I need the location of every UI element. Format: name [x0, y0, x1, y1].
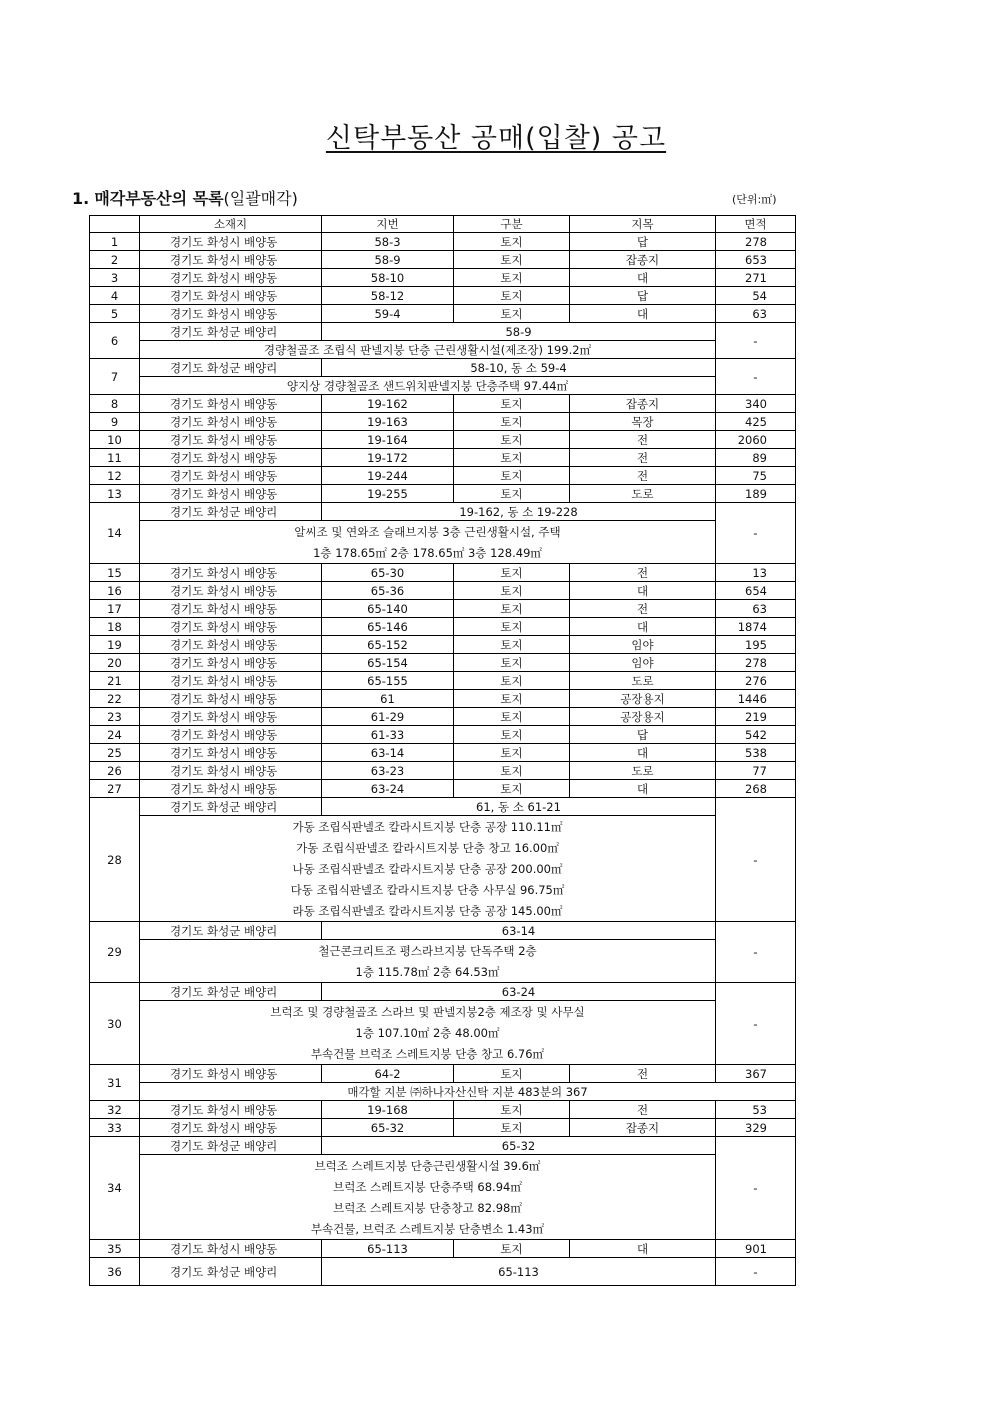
- lot-number-cell: 63-23: [322, 762, 454, 780]
- lot-number-cell: 65-152: [322, 636, 454, 654]
- kind-cell: 토지: [454, 1240, 570, 1258]
- row-number: 10: [90, 431, 140, 449]
- location-cell: 경기도 화성시 배양동: [140, 744, 322, 762]
- land-category-cell: 도로: [570, 672, 716, 690]
- header-cell-kind: 구분: [454, 216, 570, 233]
- location-cell: 경기도 화성시 배양동: [140, 413, 322, 431]
- lot-number-cell: 63-14: [322, 922, 716, 940]
- location-cell: 경기도 화성시 배양동: [140, 654, 322, 672]
- land-category-cell: 공장용지: [570, 690, 716, 708]
- land-category-cell: 임야: [570, 654, 716, 672]
- table-row: [90, 564, 796, 582]
- land-category-cell: 도로: [570, 762, 716, 780]
- area-cell: 276: [716, 672, 796, 690]
- table-row: [90, 762, 796, 780]
- lot-number-cell: 63-14: [322, 744, 454, 762]
- lot-number-cell: 61-29: [322, 708, 454, 726]
- lot-number-cell: 65-140: [322, 600, 454, 618]
- table-row-detail: [90, 341, 796, 359]
- building-description: 가동 조립식판넬조 칼라시트지붕 단층 창고 16.00㎡: [140, 837, 716, 858]
- lot-number-cell: 19-172: [322, 449, 454, 467]
- table-row: [90, 690, 796, 708]
- property-table: [89, 215, 796, 1286]
- kind-cell: 토지: [454, 726, 570, 744]
- kind-cell: 토지: [454, 287, 570, 305]
- lot-number-cell: 65-113: [322, 1258, 716, 1286]
- table-row: [90, 269, 796, 287]
- lot-number-cell: 19-255: [322, 485, 454, 503]
- table-row: [90, 359, 796, 377]
- area-cell: 77: [716, 762, 796, 780]
- table-row: [90, 1137, 796, 1155]
- location-cell: 경기도 화성시 배양동: [140, 1240, 322, 1258]
- land-category-cell: 전: [570, 600, 716, 618]
- area-cell: 268: [716, 780, 796, 798]
- kind-cell: 토지: [454, 564, 570, 582]
- area-cell: 89: [716, 449, 796, 467]
- kind-cell: 토지: [454, 600, 570, 618]
- area-cell: 189: [716, 485, 796, 503]
- row-number: 31: [90, 1065, 140, 1101]
- kind-cell: 토지: [454, 762, 570, 780]
- area-cell: 53: [716, 1101, 796, 1119]
- kind-cell: 토지: [454, 1119, 570, 1137]
- kind-cell: 토지: [454, 744, 570, 762]
- table-row: [90, 726, 796, 744]
- table-body: [90, 233, 796, 1286]
- header-cell-area: 면적: [716, 216, 796, 233]
- area-cell: 63: [716, 600, 796, 618]
- kind-cell: 토지: [454, 672, 570, 690]
- kind-cell: 토지: [454, 485, 570, 503]
- area-cell: 542: [716, 726, 796, 744]
- row-number: 30: [90, 983, 140, 1065]
- row-number: 35: [90, 1240, 140, 1258]
- lot-number-cell: 65-154: [322, 654, 454, 672]
- area-cell: 13: [716, 564, 796, 582]
- area-cell: 2060: [716, 431, 796, 449]
- area-cell: 278: [716, 654, 796, 672]
- table-row-detail: [90, 1043, 796, 1065]
- row-number: 18: [90, 618, 140, 636]
- location-cell: 경기도 화성시 배양동: [140, 564, 322, 582]
- location-cell: 경기도 화성시 배양동: [140, 395, 322, 413]
- lot-number-cell: 65-32: [322, 1137, 716, 1155]
- building-description: 가동 조립식판넬조 칼라시트지붕 단층 공장 110.11㎡: [140, 816, 716, 838]
- area-cell: 195: [716, 636, 796, 654]
- table-row: [90, 600, 796, 618]
- area-cell: 538: [716, 744, 796, 762]
- building-description: 브럭조 스레트지붕 단층창고 82.98㎡: [140, 1197, 716, 1218]
- area-cell: 271: [716, 269, 796, 287]
- location-cell: 경기도 화성군 배양리: [140, 359, 322, 377]
- building-description: 부속건물, 브럭조 스레트지붕 단층변소 1.43㎡: [140, 1218, 716, 1240]
- row-number: 15: [90, 564, 140, 582]
- lot-number-cell: 19-168: [322, 1101, 454, 1119]
- table-row-detail: [90, 1197, 796, 1218]
- building-description: 1층 115.78㎡ 2층 64.53㎡: [140, 961, 716, 983]
- location-cell: 경기도 화성시 배양동: [140, 672, 322, 690]
- area-cell: 1874: [716, 618, 796, 636]
- lot-number-cell: 64-2: [322, 1065, 454, 1083]
- table-row: [90, 1119, 796, 1137]
- location-cell: 경기도 화성시 배양동: [140, 618, 322, 636]
- kind-cell: 토지: [454, 251, 570, 269]
- table-row-detail: [90, 879, 796, 900]
- row-number: 7: [90, 359, 140, 395]
- table-row: [90, 1101, 796, 1119]
- building-description: 알씨조 및 연와조 슬래브지붕 3층 근린생활시설, 주택: [140, 521, 716, 543]
- area-cell: -: [716, 1258, 796, 1286]
- land-category-cell: 도로: [570, 485, 716, 503]
- row-number: 28: [90, 798, 140, 922]
- kind-cell: 토지: [454, 449, 570, 467]
- kind-cell: 토지: [454, 1065, 570, 1083]
- location-cell: 경기도 화성시 배양동: [140, 582, 322, 600]
- kind-cell: 토지: [454, 305, 570, 323]
- lot-number-cell: 65-113: [322, 1240, 454, 1258]
- section-heading: [72, 186, 298, 209]
- table-row: [90, 431, 796, 449]
- table-row: [90, 636, 796, 654]
- area-cell: -: [716, 798, 796, 922]
- table-row: [90, 413, 796, 431]
- land-category-cell: 대: [570, 582, 716, 600]
- area-cell: 63: [716, 305, 796, 323]
- unit-label: (단위:㎡): [732, 193, 777, 206]
- land-category-cell: 대: [570, 780, 716, 798]
- building-description: 경량철골조 조립식 판넬지붕 단층 근린생활시설(제조장) 199.2㎡: [140, 341, 716, 359]
- lot-number-cell: 58-9: [322, 323, 716, 341]
- area-cell: 329: [716, 1119, 796, 1137]
- kind-cell: 토지: [454, 654, 570, 672]
- building-description: 라동 조립식판넬조 칼라시트지붕 단층 공장 145.00㎡: [140, 900, 716, 922]
- row-number: 20: [90, 654, 140, 672]
- lot-number-cell: 65-146: [322, 618, 454, 636]
- area-cell: 901: [716, 1240, 796, 1258]
- land-category-cell: 잡종지: [570, 395, 716, 413]
- table-row: [90, 485, 796, 503]
- lot-number-cell: 58-12: [322, 287, 454, 305]
- table-row: [90, 708, 796, 726]
- row-number: 8: [90, 395, 140, 413]
- location-cell: 경기도 화성군 배양리: [140, 323, 322, 341]
- row-number: 9: [90, 413, 140, 431]
- building-description: 나동 조립식판넬조 칼라시트지붕 단층 공장 200.00㎡: [140, 858, 716, 879]
- table-row-detail: [90, 542, 796, 564]
- row-number: 23: [90, 708, 140, 726]
- row-number: 19: [90, 636, 140, 654]
- row-number: 12: [90, 467, 140, 485]
- row-number: 16: [90, 582, 140, 600]
- lot-number-cell: 19-164: [322, 431, 454, 449]
- land-category-cell: 잡종지: [570, 251, 716, 269]
- document-title-text: 신탁부동산 공매(입찰) 공고: [325, 123, 667, 154]
- row-number: 5: [90, 305, 140, 323]
- lot-number-cell: 61: [322, 690, 454, 708]
- table-row: [90, 1258, 796, 1286]
- header-cell-lot-number: 지번: [322, 216, 454, 233]
- section-number: 1.: [72, 189, 90, 208]
- area-cell: -: [716, 1137, 796, 1240]
- location-cell: 경기도 화성군 배양리: [140, 503, 322, 521]
- area-cell: 54: [716, 287, 796, 305]
- table-row-detail: [90, 1001, 796, 1023]
- table-row: [90, 798, 796, 816]
- area-cell: 367: [716, 1065, 796, 1083]
- header-cell-no: [90, 216, 140, 233]
- table-row: [90, 1065, 796, 1083]
- kind-cell: 토지: [454, 780, 570, 798]
- table-row-detail: [90, 900, 796, 922]
- table-row-detail: [90, 1176, 796, 1197]
- kind-cell: 토지: [454, 269, 570, 287]
- table-row: [90, 922, 796, 940]
- location-cell: 경기도 화성시 배양동: [140, 305, 322, 323]
- row-number: 14: [90, 503, 140, 564]
- area-cell: -: [716, 983, 796, 1065]
- lot-number-cell: 58-10: [322, 269, 454, 287]
- header-row: [90, 216, 796, 233]
- share-description: 매각할 지분 ㈜하나자산신탁 지분 483분의 367: [140, 1083, 796, 1101]
- row-number: 27: [90, 780, 140, 798]
- land-category-cell: 대: [570, 744, 716, 762]
- lot-number-cell: 19-244: [322, 467, 454, 485]
- header-cell-location: 소재지: [140, 216, 322, 233]
- row-number: 11: [90, 449, 140, 467]
- document-title: [0, 116, 992, 155]
- area-cell: -: [716, 359, 796, 395]
- table-row: [90, 449, 796, 467]
- building-description: 1층 107.10㎡ 2층 48.00㎡: [140, 1022, 716, 1043]
- location-cell: 경기도 화성군 배양리: [140, 922, 322, 940]
- building-description: 브럭조 및 경량철골조 스라브 및 판넬지붕2층 제조장 및 사무실: [140, 1001, 716, 1023]
- building-description: 철근콘크리트조 평스라브지붕 단독주택 2층: [140, 940, 716, 962]
- row-number: 34: [90, 1137, 140, 1240]
- table-row: [90, 503, 796, 521]
- table-row: [90, 287, 796, 305]
- header-cell-land-category: 지목: [570, 216, 716, 233]
- location-cell: 경기도 화성시 배양동: [140, 726, 322, 744]
- lot-number-cell: 58-10, 동 소 59-4: [322, 359, 716, 377]
- land-category-cell: 전: [570, 467, 716, 485]
- land-category-cell: 전: [570, 1065, 716, 1083]
- area-cell: 278: [716, 233, 796, 251]
- area-cell: 1446: [716, 690, 796, 708]
- kind-cell: 토지: [454, 395, 570, 413]
- table-row-detail: [90, 816, 796, 838]
- row-number: 32: [90, 1101, 140, 1119]
- table-row-detail: [90, 1218, 796, 1240]
- table-row: [90, 744, 796, 762]
- table-row-detail: [90, 961, 796, 983]
- land-category-cell: 답: [570, 287, 716, 305]
- row-number: 4: [90, 287, 140, 305]
- lot-number-cell: 65-32: [322, 1119, 454, 1137]
- area-cell: 425: [716, 413, 796, 431]
- building-description: 부속건물 브럭조 스레트지붕 단층 창고 6.76㎡: [140, 1043, 716, 1065]
- location-cell: 경기도 화성시 배양동: [140, 287, 322, 305]
- table-row: [90, 395, 796, 413]
- location-cell: 경기도 화성시 배양동: [140, 600, 322, 618]
- lot-number-cell: 19-162, 동 소 19-228: [322, 503, 716, 521]
- land-category-cell: 대: [570, 305, 716, 323]
- table-row: [90, 251, 796, 269]
- location-cell: 경기도 화성군 배양리: [140, 1258, 322, 1286]
- row-number: 33: [90, 1119, 140, 1137]
- lot-number-cell: 19-163: [322, 413, 454, 431]
- land-category-cell: 임야: [570, 636, 716, 654]
- table-row-detail: [90, 521, 796, 543]
- table-row: [90, 305, 796, 323]
- section-title: 매각부동산의 목록: [94, 189, 224, 208]
- table-row-detail: [90, 837, 796, 858]
- location-cell: 경기도 화성시 배양동: [140, 431, 322, 449]
- land-category-cell: 대: [570, 269, 716, 287]
- location-cell: 경기도 화성시 배양동: [140, 449, 322, 467]
- row-number: 36: [90, 1258, 140, 1286]
- row-number: 2: [90, 251, 140, 269]
- section-subtitle: (일괄매각): [223, 189, 298, 208]
- land-category-cell: 답: [570, 726, 716, 744]
- kind-cell: 토지: [454, 413, 570, 431]
- location-cell: 경기도 화성시 배양동: [140, 251, 322, 269]
- land-category-cell: 잡종지: [570, 1119, 716, 1137]
- location-cell: 경기도 화성시 배양동: [140, 485, 322, 503]
- land-category-cell: 답: [570, 233, 716, 251]
- location-cell: 경기도 화성시 배양동: [140, 269, 322, 287]
- kind-cell: 토지: [454, 708, 570, 726]
- row-number: 6: [90, 323, 140, 359]
- building-description: 1층 178.65㎡ 2층 178.65㎡ 3층 128.49㎡: [140, 542, 716, 564]
- table-row-detail: [90, 1083, 796, 1101]
- table-row: [90, 780, 796, 798]
- table-row: [90, 672, 796, 690]
- building-description: 다동 조립식판넬조 칼라시트지붕 단층 사무실 96.75㎡: [140, 879, 716, 900]
- row-number: 29: [90, 922, 140, 983]
- kind-cell: 토지: [454, 467, 570, 485]
- area-cell: -: [716, 922, 796, 983]
- table-row-detail: [90, 1155, 796, 1177]
- kind-cell: 토지: [454, 618, 570, 636]
- row-number: 24: [90, 726, 140, 744]
- table-row: [90, 582, 796, 600]
- location-cell: 경기도 화성시 배양동: [140, 762, 322, 780]
- area-cell: 340: [716, 395, 796, 413]
- location-cell: 경기도 화성시 배양동: [140, 1119, 322, 1137]
- building-description: 브럭조 스레트지붕 단층근린생활시설 39.6㎡: [140, 1155, 716, 1177]
- location-cell: 경기도 화성시 배양동: [140, 690, 322, 708]
- lot-number-cell: 63-24: [322, 780, 454, 798]
- location-cell: 경기도 화성시 배양동: [140, 467, 322, 485]
- table-row: [90, 323, 796, 341]
- lot-number-cell: 19-162: [322, 395, 454, 413]
- table-row: [90, 467, 796, 485]
- row-number: 1: [90, 233, 140, 251]
- area-cell: 654: [716, 582, 796, 600]
- lot-number-cell: 63-24: [322, 983, 716, 1001]
- location-cell: 경기도 화성시 배양동: [140, 636, 322, 654]
- lot-number-cell: 58-9: [322, 251, 454, 269]
- land-category-cell: 대: [570, 618, 716, 636]
- row-number: 22: [90, 690, 140, 708]
- table-row-detail: [90, 1022, 796, 1043]
- land-category-cell: 목장: [570, 413, 716, 431]
- location-cell: 경기도 화성시 배양동: [140, 708, 322, 726]
- lot-number-cell: 65-36: [322, 582, 454, 600]
- row-number: 3: [90, 269, 140, 287]
- table-row: [90, 654, 796, 672]
- land-category-cell: 전: [570, 431, 716, 449]
- location-cell: 경기도 화성시 배양동: [140, 233, 322, 251]
- building-description: 양지상 경량철골조 샌드위치판넬지붕 단층주택 97.44㎡: [140, 377, 716, 395]
- land-category-cell: 전: [570, 449, 716, 467]
- row-number: 21: [90, 672, 140, 690]
- area-cell: -: [716, 503, 796, 564]
- table-row: [90, 233, 796, 251]
- kind-cell: 토지: [454, 431, 570, 449]
- row-number: 17: [90, 600, 140, 618]
- building-description: 브럭조 스레트지붕 단층주택 68.94㎡: [140, 1176, 716, 1197]
- land-category-cell: 전: [570, 564, 716, 582]
- lot-number-cell: 59-4: [322, 305, 454, 323]
- location-cell: 경기도 화성군 배양리: [140, 1137, 322, 1155]
- table-row: [90, 983, 796, 1001]
- table-row-detail: [90, 940, 796, 962]
- row-number: 25: [90, 744, 140, 762]
- land-category-cell: 공장용지: [570, 708, 716, 726]
- kind-cell: 토지: [454, 690, 570, 708]
- land-category-cell: 전: [570, 1101, 716, 1119]
- location-cell: 경기도 화성군 배양리: [140, 798, 322, 816]
- table-row-detail: [90, 858, 796, 879]
- area-cell: 653: [716, 251, 796, 269]
- kind-cell: 토지: [454, 636, 570, 654]
- kind-cell: 토지: [454, 1101, 570, 1119]
- row-number: 26: [90, 762, 140, 780]
- location-cell: 경기도 화성군 배양리: [140, 983, 322, 1001]
- table-row: [90, 1240, 796, 1258]
- lot-number-cell: 61, 동 소 61-21: [322, 798, 716, 816]
- lot-number-cell: 65-155: [322, 672, 454, 690]
- area-cell: -: [716, 323, 796, 359]
- kind-cell: 토지: [454, 233, 570, 251]
- lot-number-cell: 58-3: [322, 233, 454, 251]
- area-cell: 219: [716, 708, 796, 726]
- land-category-cell: 대: [570, 1240, 716, 1258]
- kind-cell: 토지: [454, 582, 570, 600]
- location-cell: 경기도 화성시 배양동: [140, 1101, 322, 1119]
- table-row-detail: [90, 377, 796, 395]
- location-cell: 경기도 화성시 배양동: [140, 780, 322, 798]
- table-row: [90, 618, 796, 636]
- row-number: 13: [90, 485, 140, 503]
- location-cell: 경기도 화성시 배양동: [140, 1065, 322, 1083]
- lot-number-cell: 65-30: [322, 564, 454, 582]
- lot-number-cell: 61-33: [322, 726, 454, 744]
- area-cell: 75: [716, 467, 796, 485]
